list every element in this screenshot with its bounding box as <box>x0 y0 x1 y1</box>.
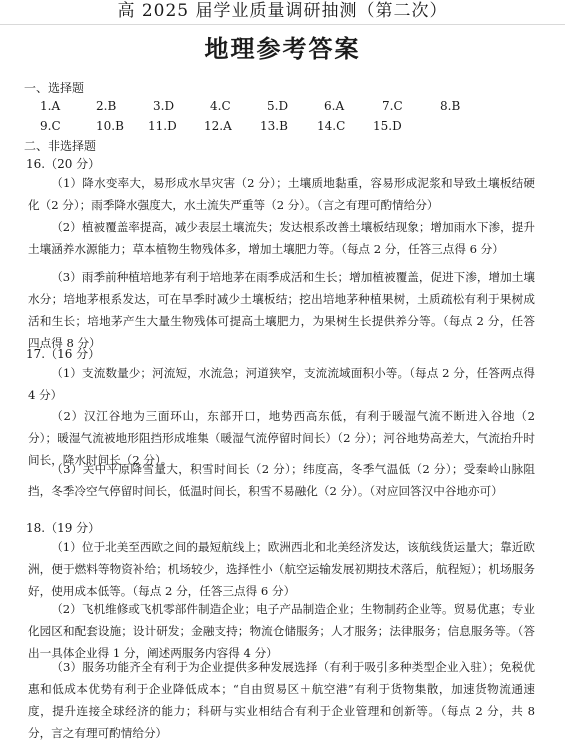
choice-answer: 11.D <box>148 119 177 133</box>
page-title: 地理参考答案 <box>204 34 361 63</box>
q18-answer-2: （2）飞机维修或飞机零部件制造企业；电子产品制造企业；生物制药企业等。贸易优惠；专业化园区和配套设施；设计研发；金融支持；物流仓储服务；人才服务；法律服务；信息服务等。（答出一具体企业得 1 分，阐述两服务内容得 4 分） <box>28 602 535 660</box>
choice-answer: 9.C <box>40 119 61 133</box>
choice-answer: 1.A <box>40 99 61 113</box>
question-17-label: 17.（16 分） <box>26 347 101 361</box>
q18-answer-3: （3）服务功能齐全有利于为企业提供多种发展选择（有利于吸引多种类型企业入驻）；免税优惠和低成本优势有利于企业降低成本；“自由贸易区＋航空港”有利于货物集散，加速货物流通速度，提升连接全球经济的能力；科研与实业相结合有利于企业管理和创新等。（每点 2 分，共 8 分，言之有理可酌情给分） <box>28 660 535 740</box>
choice-answer: 2.B <box>96 99 117 113</box>
choice-answer: 3.D <box>153 99 175 113</box>
choice-answer: 4.C <box>210 99 231 113</box>
choice-answer: 12.A <box>204 119 232 133</box>
q17-answer-1: （1）支流数量少；河流短，水流急；河道狭窄，支流流域面积小等。（每点 2 分，任答两点得 4 分） <box>28 366 535 402</box>
section-heading-choice: 一、选择题 <box>24 81 85 95</box>
choice-answer: 15.D <box>373 119 402 133</box>
q16-answer-3: （3）雨季前种植培地茅有利于培地茅在雨季成活和生长；增加植被覆盖，促进下渗，增加土壤水分；培地茅根系发达，可在旱季时减少土壤板结；挖出培地茅种植果树，土质疏松有利于果树成活和生长；培地茅产生大量生物残体可提高土壤肥力，为果树生长提供养分等。（每点 2 分，任答四点得 8 分） <box>28 270 535 350</box>
choice-answer: 6.A <box>324 99 345 113</box>
q17-answer-3: （3）关中平原降雪量大，积雪时间长（2 分）；纬度高，冬季气温低（2 分）；受秦岭山脉阻挡，冬季冷空气停留时间长，低温时间长，积雪不易融化（2 分）。（对应回答汉中谷地亦可） <box>28 462 535 498</box>
choice-answer: 13.B <box>260 119 288 133</box>
question-16-label: 16.（20 分） <box>26 157 101 171</box>
q17-answer-2: （2）汉江谷地为三面环山，东部开口，地势西高东低，有利于暖湿气流不断进入谷地（2 分）；暖湿气流被地形阻挡形成堆集（暖湿气流停留时间长）（2 分）；河谷地势高差大，气流抬升时间长，降水时间长（2 分）。 <box>28 409 535 467</box>
q16-answer-2: （2）植被覆盖率提高，减少表层土壤流失；发达根系改善土壤板结现象；增加雨水下渗，提升土壤涵养水源能力；草本植物生物残体多，增加土壤肥力等。（每点 2 分，任答三点得 6 分） <box>28 220 535 256</box>
choice-answer: 7.C <box>382 99 403 113</box>
choice-answer: 5.D <box>267 99 289 113</box>
choice-answer: 8.B <box>440 99 461 113</box>
q16-answer-1: （1）降水变率大，易形成水旱灾害（2 分）；土壤质地黏重，容易形成泥浆和导致土壤板结硬化（2 分）；雨季降水强度大，水土流失严重等（2 分）。（言之有理可酌情给分） <box>28 176 535 212</box>
choice-answer: 10.B <box>96 119 124 133</box>
exam-header: 高 2025 届学业质量调研抽测（第二次） <box>0 0 565 25</box>
section-heading-nonchoice: 二、非选择题 <box>24 139 97 153</box>
choice-answer: 14.C <box>317 119 346 133</box>
question-18-label: 18.（19 分） <box>26 521 101 535</box>
q18-answer-1: （1）位于北美至西欧之间的最短航线上；欧洲西北和北美经济发达，该航线货运量大；靠近欧洲，便于燃料等物资补给；机场较少，选择性小（航空运输发展初期技术落后，航程短）；机场服务好，使用成本低等。（每点 2 分，任答三点得 6 分） <box>28 540 535 598</box>
